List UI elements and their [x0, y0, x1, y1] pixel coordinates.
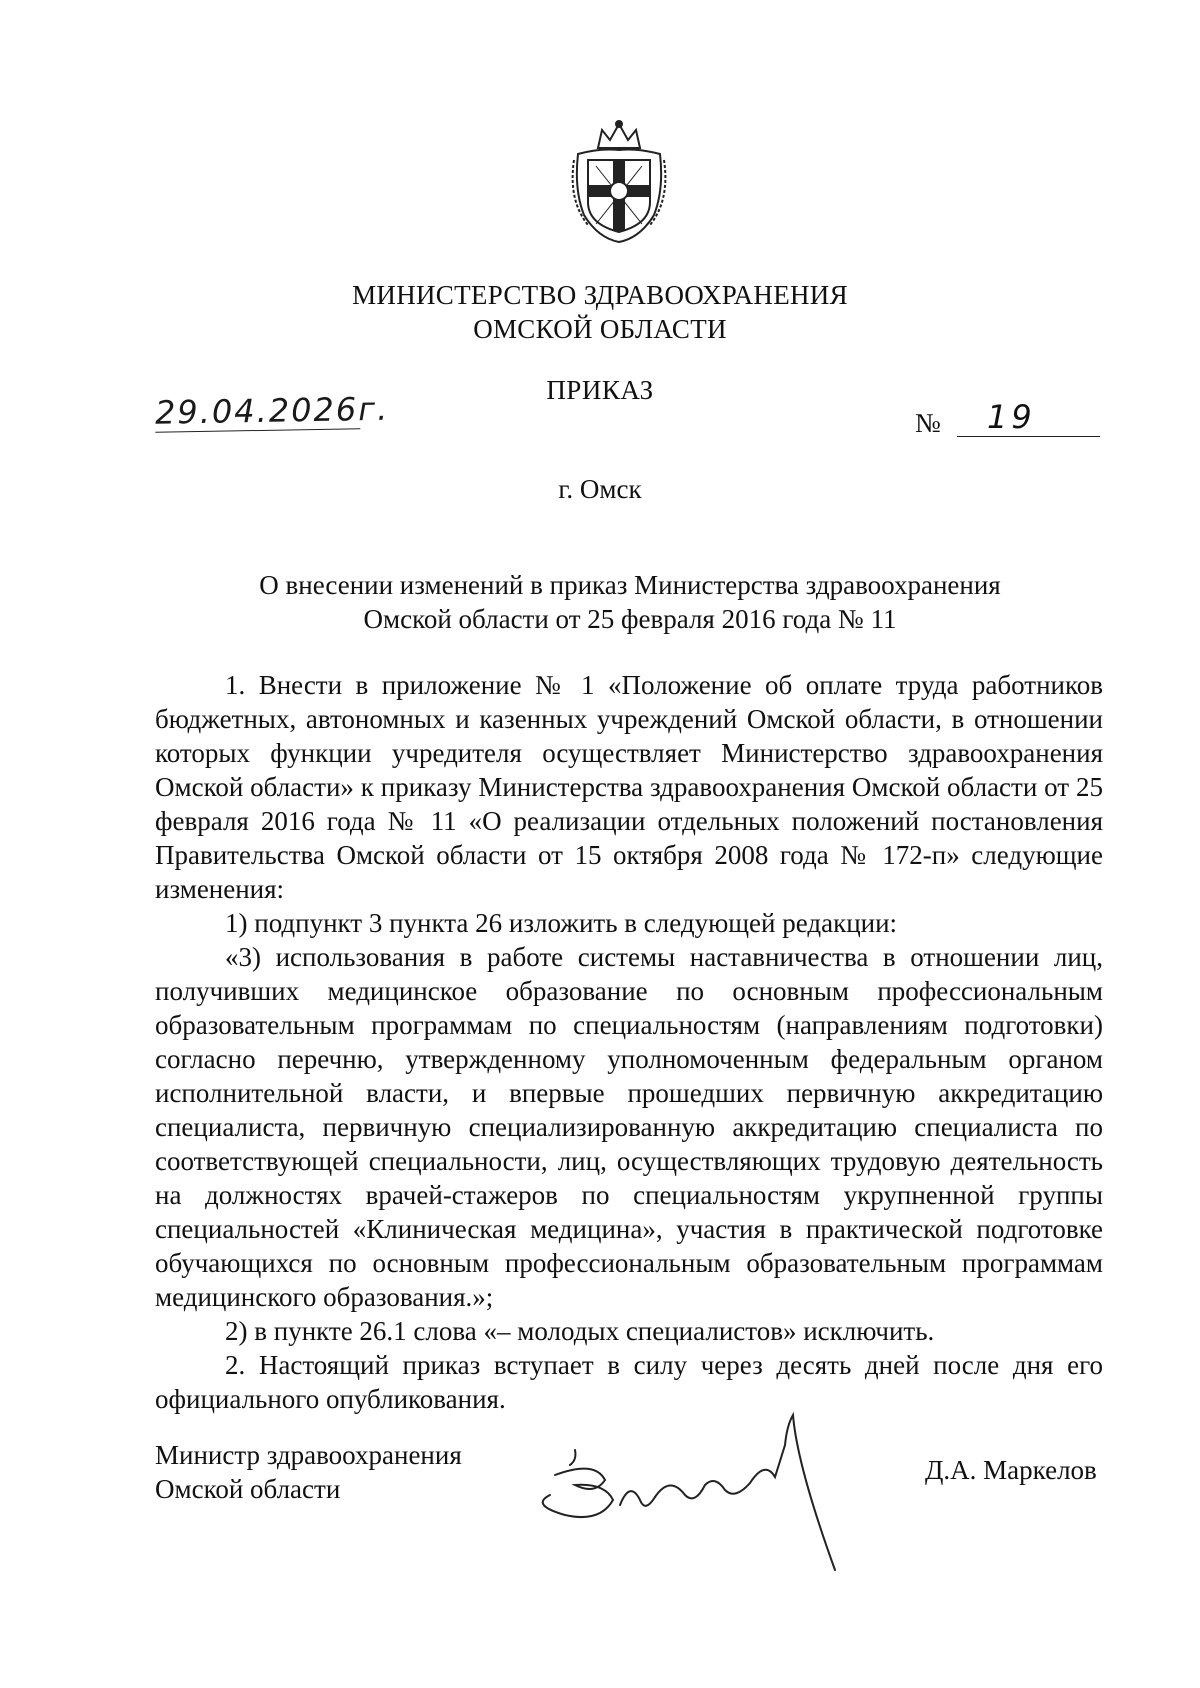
signatory-name: Д.А. Маркелов: [925, 1455, 1097, 1485]
paragraph-1: 1. Внести в приложение № 1 «Положение об оплате труда работников бюджетных, автономных и казенных учреждений Омской области, в отношении которых функции учредителя осуществляет Министерство здравоохранения Омской области» к приказу Министерства здравоохранения Омской области от 25 февраля 2016 года № 11 «О реализации отдельных положений постановления Правительства Омской области от 15 октября 2008 года № 172-п» следующие изменения:: [155, 670, 1103, 904]
signatory-position-line1: Министр здравоохранения: [155, 1440, 462, 1470]
order-body: [155, 668, 1103, 1416]
paragraph-2: 1) подпункт 3 пункта 26 изложить в следующей редакции:: [225, 908, 898, 938]
document-type: ПРИКАЗ: [546, 375, 654, 405]
order-subject-line2: Омской области от 25 февраля 2016 года № 11: [363, 604, 897, 634]
coat-of-arms-icon: [568, 120, 670, 245]
order-number-value: 19: [957, 398, 1100, 437]
paragraph-3: «3) использования в работе системы наставничества в отношении лиц, получивших медицинское образование по основным профессиональным образовательным программам по специальностям (направлениям подготовки) согласно перечню, утвержденному уполномоченным федеральным органом исполнительной власти, и впервые прошедших первичную аккредитацию специалиста, первичную специализированную аккредитацию специалиста по соответствующей специальности, лиц, осуществляющих трудовую деятельность на должностях врачей-стажеров по специальностям укрупненной группы специальностей «Клиническая медицина», участия в практической подготовке обучающихся по основным профессиональным образовательным программам медицинского образования.»;: [155, 942, 1103, 1312]
order-number-label: №: [915, 408, 941, 438]
city: г. Омск: [558, 474, 642, 504]
order-subject-line1: О внесении изменений в приказ Министерства здравоохранения: [259, 570, 1001, 600]
signatory-position: [155, 1438, 462, 1506]
ministry-name-line2: ОМСКОЙ ОБЛАСТИ: [473, 314, 727, 344]
order-date: 29.04.2026г.: [154, 389, 390, 432]
ministry-name-line1: МИНИСТЕРСТВО ЗДРАВООХРАНЕНИЯ: [352, 280, 848, 310]
order-subject: [150, 568, 1110, 636]
paragraph-5: 2. Настоящий приказ вступает в силу через десять дней после дня его официального опубликования.: [155, 1350, 1103, 1414]
signatory-position-line2: Омской области: [155, 1474, 341, 1504]
handwritten-signature-icon: [535, 1405, 865, 1575]
order-number-field: [915, 400, 1100, 440]
paragraph-4: 2) в пункте 26.1 слова «– молодых специалистов» исключить.: [225, 1316, 935, 1346]
